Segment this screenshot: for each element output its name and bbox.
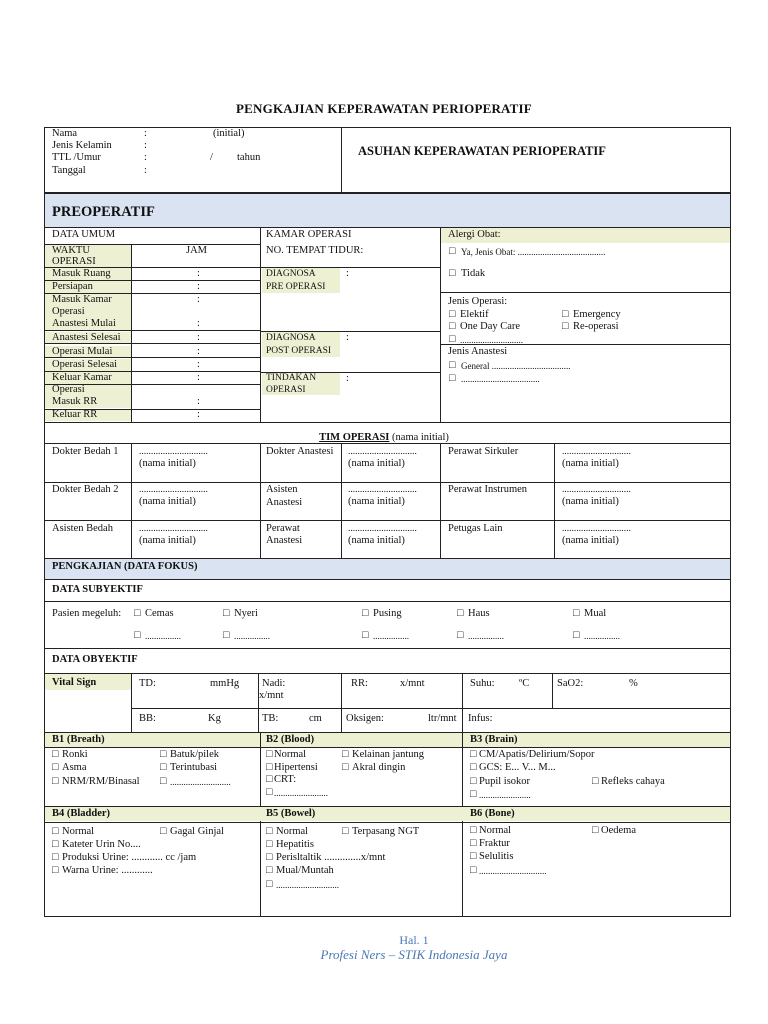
keluhan-option: ................ — [145, 631, 181, 641]
name-field[interactable]: ............................. — [562, 524, 631, 534]
kg-unit: Kg — [208, 713, 221, 724]
checkbox-icon[interactable]: □ — [592, 825, 599, 836]
time-value-colon[interactable]: : — [197, 318, 200, 329]
kamar-operasi-label: KAMAR OPERASI — [266, 229, 352, 240]
colon: : — [346, 268, 349, 279]
b6-title: B6 (Bone) — [470, 808, 515, 819]
data-obyektif-title: DATA OBYEKTIF — [52, 654, 138, 665]
jenis-operasi-label: Jenis Operasi: — [448, 296, 508, 307]
b5-peristaltik: Perisltaltik ..............x/mnt — [276, 852, 386, 863]
name-hint: (nama initial) — [348, 458, 405, 469]
checkbox-icon[interactable]: □ — [342, 749, 349, 760]
footer-profesi: Profesi Ners – STIK Indonesia Jaya — [320, 947, 508, 962]
time-label: Operasi Mulai — [45, 346, 131, 358]
jk-label: Jenis Kelamin — [52, 140, 112, 151]
general-data-box — [44, 227, 731, 423]
checkbox-icon[interactable]: □ — [134, 630, 141, 641]
preoperatif-heading: PREOPERATIF — [52, 204, 155, 220]
time-label: Anastesi Selesai — [45, 332, 131, 344]
colon: : — [346, 373, 349, 384]
checkbox-icon[interactable]: □ — [52, 826, 59, 837]
b3-gcs: GCS: E... V... M... — [479, 762, 556, 773]
b3-cm: CM/Apatis/Delirium/Sopor — [479, 749, 595, 760]
checkbox-icon[interactable]: □ — [457, 608, 464, 619]
tanggal-label: Tanggal — [52, 165, 86, 176]
keluhan-option: Haus — [468, 608, 490, 619]
name-hint: (nama initial) — [562, 458, 619, 469]
checkbox-icon[interactable]: □ — [362, 608, 369, 619]
b2-title: B2 (Blood) — [266, 734, 315, 745]
checkbox-icon[interactable]: □ — [592, 776, 599, 787]
checkbox-icon[interactable]: □ — [52, 852, 59, 863]
name-hint: (nama initial) — [139, 458, 196, 469]
b1-terintubasi: Terintubasi — [170, 762, 218, 773]
document-title: PENGKAJIAN KEPERAWATAN PERIOPERATIF — [236, 101, 532, 116]
identity-box — [44, 127, 731, 193]
name-hint: (nama initial) — [139, 535, 196, 546]
checkbox-icon[interactable]: □ — [52, 762, 59, 773]
checkbox-icon[interactable]: □ — [160, 749, 167, 760]
time-label: Masuk RR — [45, 396, 131, 408]
checkbox-icon[interactable]: □ — [562, 321, 569, 332]
tempat-tidur-label: NO. TEMPAT TIDUR: — [266, 245, 364, 256]
checkbox-icon[interactable]: □ — [134, 608, 141, 619]
checkbox-icon[interactable]: □ — [52, 865, 59, 876]
data-umum-label: DATA UMUM — [52, 229, 116, 240]
checkbox-icon[interactable]: □ — [160, 826, 167, 837]
b3-pupil: Pupil isokor — [479, 776, 531, 787]
tb-label: TB: — [262, 713, 279, 724]
b1-ronki: Ronki — [62, 749, 88, 760]
b3-refleks: Refleks cahaya — [601, 776, 665, 787]
keluhan-option: Cemas — [145, 608, 174, 619]
mmhg-unit: mmHg — [210, 678, 240, 689]
b4-kateter: Kateter Urin No.... — [62, 839, 141, 850]
sao2-label: SaO2: — [557, 678, 584, 689]
dokter-bedah-2: Dokter Bedah 2 — [52, 484, 119, 495]
name-hint: (nama initial) — [139, 496, 196, 507]
time-value-colon[interactable]: : — [197, 332, 200, 343]
tim-operasi-title: TIM OPERASI (nama initial) — [319, 432, 449, 443]
checkbox-icon[interactable]: □ — [342, 826, 349, 837]
checkbox-icon[interactable]: □ — [266, 839, 273, 850]
checkbox-icon[interactable]: □ — [470, 789, 477, 800]
checkbox-icon[interactable]: □ — [562, 309, 569, 320]
b5-ngt: Terpasang NGT — [352, 826, 420, 837]
time-value-colon[interactable]: : — [197, 294, 200, 305]
identity-divider — [341, 127, 342, 193]
tahun-label: tahun — [237, 152, 261, 163]
keluhan-option: ................ — [234, 631, 270, 641]
name-field[interactable]: ............................. — [348, 485, 417, 495]
cm-unit: cm — [309, 713, 322, 724]
time-label: Masuk Kamar — [45, 294, 131, 306]
nadi-unit: x/mnt — [259, 690, 284, 701]
checkbox-icon[interactable]: □ — [266, 787, 273, 798]
name-hint: (nama initial) — [348, 496, 405, 507]
asisten-bedah: Asisten Bedah — [52, 523, 113, 534]
keluhan-option: ................ — [584, 631, 620, 641]
time-label: Operasi — [45, 306, 131, 318]
checkbox-icon[interactable]: □ — [449, 334, 456, 345]
time-value-colon[interactable]: : — [197, 268, 200, 279]
colon: : — [144, 152, 147, 163]
keluhan-option: ................ — [468, 631, 504, 641]
one-day-option: One Day Care — [460, 321, 521, 332]
checkbox-icon[interactable]: □ — [457, 630, 464, 641]
anastesi-label: Anastesi — [266, 497, 303, 508]
name-field[interactable]: ............................. — [139, 447, 208, 457]
b5-title: B5 (Bowel) — [266, 808, 316, 819]
b4-title: B4 (Bladder) — [52, 808, 111, 819]
colon: : — [144, 128, 147, 139]
colon: : — [346, 332, 349, 343]
checkbox-icon[interactable]: □ — [362, 630, 369, 641]
time-label: Keluar Kamar — [45, 372, 131, 384]
keluhan-label: Pasien megeluh: — [52, 608, 122, 619]
b3-title: B3 (Brain) — [470, 734, 518, 745]
alergi-ya: Ya, Jenis Obat: ....................................... — [461, 247, 606, 257]
b6-oedema: Oedema — [601, 825, 636, 836]
checkbox-icon[interactable]: □ — [449, 268, 456, 279]
b4-warna: Warna Urine: ............ — [62, 865, 153, 876]
b6-normal: Normal — [479, 825, 512, 836]
b4-produksi: Produksi Urine: ............ cc /jam — [62, 852, 197, 863]
nadi-label: Nadi: — [262, 678, 286, 689]
time-value-colon[interactable]: : — [197, 359, 200, 370]
data-subyektif-title: DATA SUBYEKTIF — [52, 584, 143, 595]
checkbox-icon[interactable]: □ — [470, 762, 477, 773]
general-option: General ................................... — [461, 361, 571, 371]
checkbox-icon[interactable]: □ — [52, 839, 59, 850]
time-label: Keluar RR — [45, 409, 131, 421]
emergency-option: Emergency — [573, 309, 621, 320]
checkbox-icon[interactable]: □ — [266, 852, 273, 863]
time-value-colon[interactable]: : — [197, 409, 200, 420]
checkbox-icon[interactable]: □ — [449, 321, 456, 332]
checkbox-icon[interactable]: □ — [573, 608, 580, 619]
alergi-label: Alergi Obat: — [448, 229, 501, 240]
diagnosa-post-label: DIAGNOSA — [266, 333, 316, 343]
other-dots: ............................ — [460, 335, 523, 345]
checkbox-icon[interactable]: □ — [223, 608, 230, 619]
sao2-unit: % — [629, 678, 638, 689]
b2-kelainan: Kelainan jantung — [352, 749, 425, 760]
b4-gagal: Gagal Ginjal — [170, 826, 224, 837]
b2-akral: Akral dingin — [352, 762, 406, 773]
checkbox-icon[interactable]: □ — [342, 762, 349, 773]
keluhan-option: Nyeri — [234, 608, 258, 619]
checkbox-icon[interactable]: □ — [449, 246, 456, 257]
colon: : — [144, 140, 147, 151]
td-label: TD: — [139, 678, 156, 689]
b1-batuk: Batuk/pilek — [170, 749, 219, 760]
checkbox-icon[interactable]: □ — [470, 838, 477, 849]
checkbox-icon[interactable]: □ — [266, 762, 273, 773]
jam-label: JAM — [186, 245, 208, 256]
checkbox-icon[interactable]: □ — [470, 865, 477, 876]
b1-nrm: NRM/RM/Binasal — [62, 776, 140, 787]
diagnosa-post-label: POST OPERASI — [266, 346, 332, 356]
operasi-label: OPERASI — [52, 256, 96, 267]
name-hint: (nama initial) — [562, 535, 619, 546]
colon: : — [144, 165, 147, 176]
anastesi-label: Anastesi — [266, 535, 303, 546]
name-field[interactable]: ............................. — [139, 524, 208, 534]
perawat-sirkuler: Perawat Sirkuler — [448, 446, 519, 457]
nama-label: Nama — [52, 128, 78, 139]
suhu-unit: ºC — [519, 678, 530, 689]
checkbox-icon[interactable]: □ — [470, 749, 477, 760]
waktu-label: WAKTU — [52, 245, 90, 256]
time-value-colon[interactable]: : — [197, 396, 200, 407]
time-value-colon[interactable]: : — [197, 372, 200, 383]
dokter-bedah-1: Dokter Bedah 1 — [52, 446, 119, 457]
suhu-label: Suhu: — [470, 678, 495, 689]
checkbox-icon[interactable]: □ — [223, 630, 230, 641]
asisten-label: Asisten — [266, 484, 298, 495]
checkbox-icon[interactable]: □ — [160, 762, 167, 773]
time-label: Masuk Ruang — [45, 268, 131, 280]
oksigen-unit: ltr/mnt — [428, 713, 457, 724]
checkbox-icon[interactable]: □ — [266, 749, 273, 760]
checkbox-icon[interactable]: □ — [573, 630, 580, 641]
jenis-anastesi-label: Jenis Anastesi — [448, 346, 508, 357]
elektif-option: Elektif — [460, 309, 489, 320]
checkbox-icon[interactable]: □ — [266, 774, 273, 785]
checkbox-icon[interactable]: □ — [52, 749, 59, 760]
b5-dots: ............................ — [276, 880, 339, 890]
b5-normal: Normal — [276, 826, 309, 837]
b2-normal: Normal — [274, 749, 307, 760]
checkbox-icon[interactable]: □ — [470, 776, 477, 787]
slash: / — [210, 152, 213, 163]
ttl-label: TTL /Umur — [52, 152, 101, 163]
b1-asma: Asma — [62, 762, 87, 773]
b1-dots: ........................... — [170, 777, 231, 787]
dokter-anastesi: Dokter Anastesi — [266, 446, 334, 457]
b6-selulitis: Selulitis — [479, 851, 514, 862]
alergi-tidak: Tidak — [461, 268, 486, 279]
perawat-label: Perawat — [266, 523, 300, 534]
time-value-colon[interactable]: : — [197, 281, 200, 292]
checkbox-icon[interactable]: □ — [449, 373, 456, 384]
asuhan-title: ASUHAN KEPERAWATAN PERIOPERATIF — [358, 144, 606, 158]
b6-dots: .............................. — [479, 866, 547, 876]
time-label: Anastesi Mulai — [45, 318, 131, 330]
perawat-instrumen: Perawat Instrumen — [448, 484, 528, 495]
keluhan-option: Pusing — [373, 608, 402, 619]
checkbox-icon[interactable]: □ — [160, 776, 167, 787]
name-hint: (nama initial) — [348, 535, 405, 546]
name-field[interactable]: ............................. — [562, 447, 631, 457]
name-field[interactable]: ............................. — [139, 485, 208, 495]
checkbox-icon[interactable]: □ — [266, 826, 273, 837]
tindakan-label: TINDAKAN — [266, 373, 317, 383]
checkbox-icon[interactable]: □ — [266, 879, 273, 890]
initial-hint: (initial) — [213, 128, 245, 139]
vital-sign-label: Vital Sign — [52, 677, 97, 688]
b2-hipertensi: Hipertensi — [274, 762, 318, 773]
infus-label: Infus: — [468, 713, 493, 724]
checkbox-icon[interactable]: □ — [449, 360, 456, 371]
checkbox-icon[interactable]: □ — [266, 865, 273, 876]
b1-title: B1 (Breath) — [52, 734, 105, 745]
time-label: Operasi Selesai — [45, 359, 131, 371]
b3-dots: ....................... — [479, 790, 531, 800]
time-label: Persiapan — [45, 281, 131, 293]
oksigen-label: Oksigen: — [346, 713, 384, 724]
diagnosa-pre-label: PRE OPERASI — [266, 282, 326, 292]
b2-crt: CRT: — [274, 774, 297, 785]
rr-label: RR: — [351, 678, 368, 689]
rr-unit: x/mnt — [400, 678, 425, 689]
keluhan-option: ................ — [373, 631, 409, 641]
petugas-lain: Petugas Lain — [448, 523, 503, 534]
b5-hepatitis: Hepatitis — [276, 839, 314, 850]
checkbox-icon[interactable]: □ — [470, 851, 477, 862]
anastesi-other-dots: ................................... — [461, 374, 540, 384]
data-fokus-title: PENGKAJIAN (DATA FOKUS) — [52, 561, 198, 572]
name-field[interactable]: ............................. — [562, 485, 631, 495]
diagnosa-pre-label: DIAGNOSA — [266, 269, 316, 279]
time-label: Operasi — [45, 384, 131, 396]
checkbox-icon[interactable]: □ — [52, 776, 59, 787]
checkbox-icon[interactable]: □ — [449, 309, 456, 320]
name-field[interactable]: ............................. — [348, 447, 417, 457]
keluhan-option: Mual — [584, 608, 607, 619]
checkbox-icon[interactable]: □ — [470, 825, 477, 836]
b5-mual: Mual/Muntah — [276, 865, 334, 876]
bb-label: BB: — [139, 713, 156, 724]
tindakan-label: OPERASI — [266, 385, 306, 395]
b6-fraktur: Fraktur — [479, 838, 510, 849]
reoperasi-option: Re-operasi — [573, 321, 619, 332]
name-hint: (nama initial) — [562, 496, 619, 507]
b4-normal: Normal — [62, 826, 95, 837]
name-field[interactable]: ............................. — [348, 524, 417, 534]
time-value-colon[interactable]: : — [197, 346, 200, 357]
b2-dots: ........................ — [274, 788, 328, 798]
page-number: Hal. 1 — [399, 933, 429, 947]
